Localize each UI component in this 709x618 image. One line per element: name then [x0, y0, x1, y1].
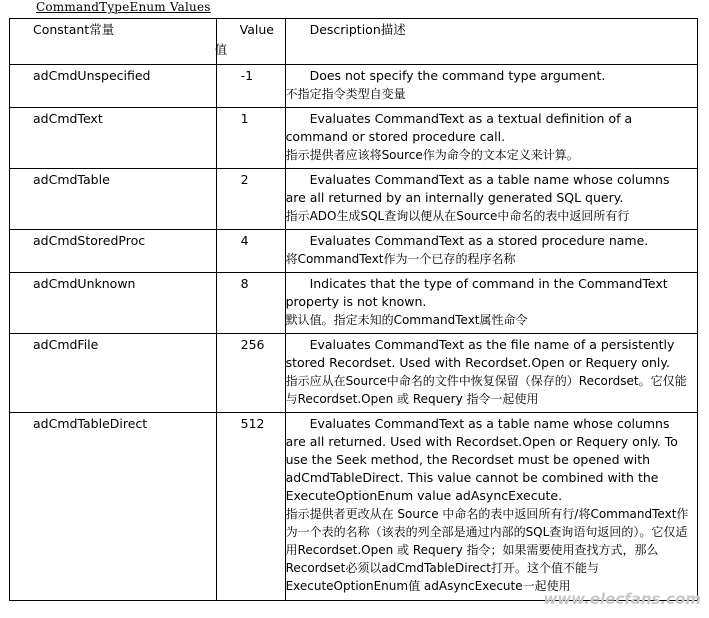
value-cell: 512 — [240, 416, 265, 431]
header-value — [216, 19, 285, 65]
constant-cell: adCmdTable — [33, 172, 110, 187]
value-cell: 4 — [240, 233, 249, 248]
description-zh: 指示ADO生成SQL查询以便从在Source中命名的表中返回所有行 — [285, 209, 630, 223]
header-value-label: Value — [239, 22, 274, 37]
constant-cell: adCmdFile — [33, 337, 99, 352]
watermark: www.elecfans.com — [543, 590, 701, 608]
header-description — [285, 19, 697, 65]
constant-cell: adCmdUnknown — [33, 276, 136, 291]
header-constant — [10, 19, 217, 65]
table-row — [10, 273, 698, 334]
description-en: Evaluates CommandText as a table name whose columns are all returned by an internally generated SQL query. — [285, 172, 670, 205]
description-en: Evaluates CommandText as a textual definition of a command or stored procedure call. — [285, 111, 633, 144]
description-en: Evaluates CommandText as the file name of a persistently stored Recordset. Used with Recordset.Open or Requery only. — [285, 337, 675, 370]
header-value-label-zh: 值 — [214, 42, 228, 57]
value-cell: 256 — [240, 337, 265, 352]
table-row — [10, 65, 698, 108]
description-zh: 指示提供者更改从在 Source 中命名的表中返回所有行/将CommandText作为一个表的名称（该表的列全部是通过内部的SQL查询语句返回的）。它仅适用Recordset.Open 或 Requery 指令；如果需要使用查找方式，那么Recordset必须以adCmdTableDirect打开。这个值不能与ExecuteOptionEnum值 adAsyncExecute一起使用 — [285, 507, 689, 593]
description-en: Evaluates CommandText as a table name whose columns are all returned. Used with Recordset.Open or Requery only. To use the Seek method, the Recordset must be opened with adCmdTableDirect. This value cannot be combined with the ExecuteOptionEnum value adAsyncExecute. — [285, 416, 678, 503]
table-row — [10, 230, 698, 273]
constant-cell: adCmdUnspecified — [33, 68, 151, 83]
constant-cell: adCmdText — [33, 111, 103, 126]
description-zh: 默认值。指定未知的CommandText属性命令 — [285, 313, 528, 327]
value-cell: 8 — [240, 276, 249, 291]
command-type-enum-table — [9, 18, 698, 601]
table-row — [10, 169, 698, 230]
description-zh: 指示提供者应该将Source作为命令的文本定义来计算。 — [285, 148, 579, 162]
table-row — [10, 334, 698, 413]
constant-cell: adCmdStoredProc — [33, 233, 146, 248]
constant-cell: adCmdTableDirect — [33, 416, 148, 431]
value-cell: 1 — [240, 111, 249, 126]
description-en: Indicates that the type of command in the CommandText property is not known. — [285, 276, 668, 309]
description-en: Evaluates CommandText as a stored procedure name. — [309, 233, 649, 248]
table-caption: CommandTypeEnum Values — [36, 0, 211, 14]
description-zh: 不指定指令类型自变量 — [285, 87, 406, 101]
header-row — [10, 19, 698, 65]
table-row — [10, 108, 698, 169]
description-zh: 将CommandText作为一个已存的程序名称 — [285, 252, 516, 266]
description-en: Does not specify the command type argument. — [309, 68, 606, 83]
header-description-label: Description描述 — [309, 22, 406, 37]
value-cell: -1 — [240, 68, 254, 83]
header-constant-label: Constant常量 — [33, 22, 115, 37]
table-row — [10, 413, 698, 601]
description-zh: 指示应从在Source中命名的文件中恢复保留（保存的）Recordset。它仅能与Recordset.Open 或 Requery 指令一起使用 — [285, 374, 687, 406]
value-cell: 2 — [240, 172, 249, 187]
